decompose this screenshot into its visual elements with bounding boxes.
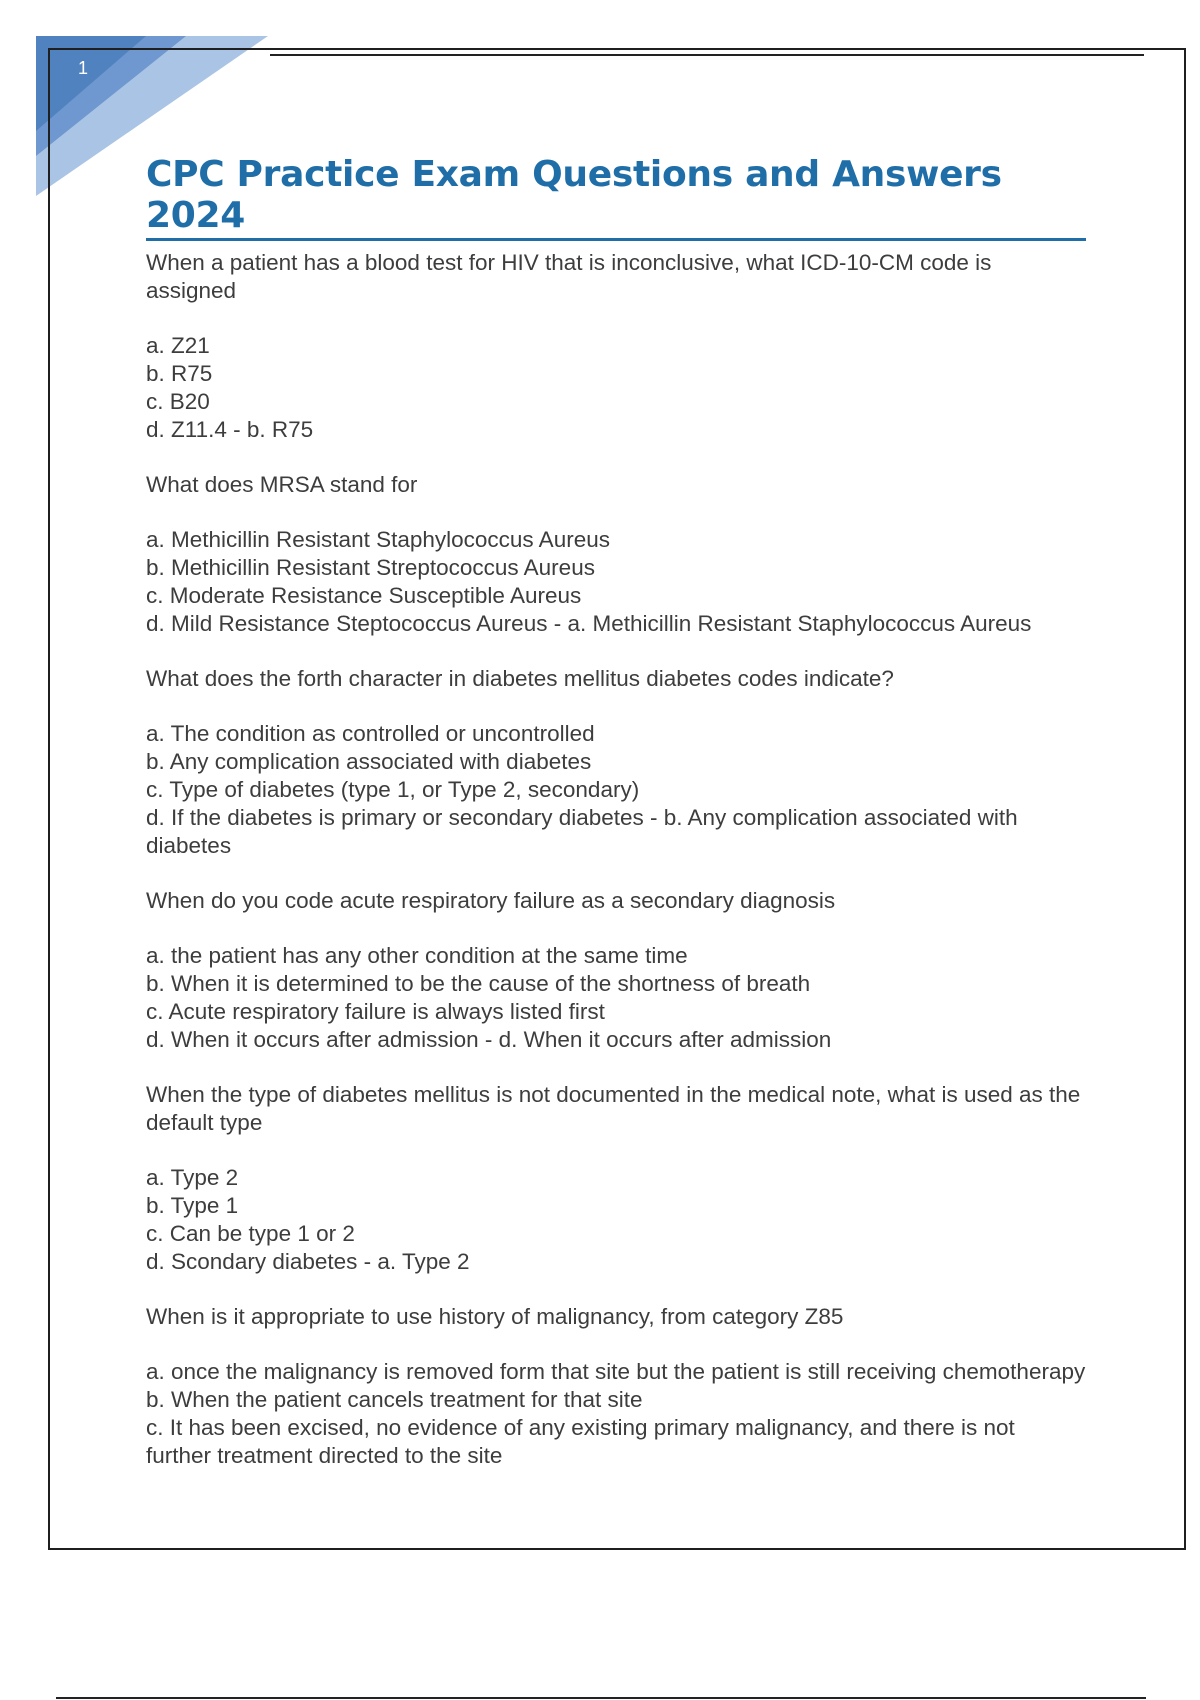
answer-option: a. Z21: [146, 333, 210, 358]
answer-option: d. Scondary diabetes - a. Type 2: [146, 1249, 470, 1274]
answer-option: b. When the patient cancels treatment for that site: [146, 1387, 643, 1412]
answer-option: d. Mild Resistance Steptococcus Aureus - a. Methicillin Resistant Staphylococcus Aureus: [146, 611, 1032, 636]
answer-option: c. Acute respiratory failure is always listed first: [146, 999, 605, 1024]
answer-option: a. Type 2: [146, 1165, 239, 1190]
answer-option: d. When it occurs after admission - d. When it occurs after admission: [146, 1027, 832, 1052]
answer-options: [146, 1164, 1086, 1276]
document-title: CPC Practice Exam Questions and Answers 2024: [146, 154, 1086, 241]
question-text: When a patient has a blood test for HIV that is inconclusive, what ICD-10-CM code is assigned: [146, 250, 992, 303]
question-text: What does the forth character in diabetes mellitus diabetes codes indicate?: [146, 666, 894, 691]
question-block: [146, 665, 1086, 860]
answer-options: [146, 942, 1086, 1054]
question-block: [146, 1303, 1086, 1470]
answer-options: [146, 720, 1086, 860]
question-text: When the type of diabetes mellitus is not documented in the medical note, what is used as the default type: [146, 1082, 1081, 1135]
answer-option: c. Type of diabetes (type 1, or Type 2, secondary): [146, 777, 640, 802]
answer-option: a. The condition as controlled or uncontrolled: [146, 721, 595, 746]
document-body: [146, 154, 1086, 1497]
answer-option: b. R75: [146, 361, 213, 386]
answer-option: c. Can be type 1 or 2: [146, 1221, 355, 1246]
answer-option: b. When it is determined to be the cause of the shortness of breath: [146, 971, 811, 996]
answer-option: a. once the malignancy is removed form that site but the patient is still receiving chemotherapy: [146, 1359, 1086, 1384]
answer-option: c. It has been excised, no evidence of any existing primary malignancy, and there is not further treatment directed to the site: [146, 1415, 1015, 1468]
answer-option: b. Any complication associated with diabetes: [146, 749, 592, 774]
answer-options: [146, 1358, 1086, 1470]
page-number: 1: [78, 58, 89, 78]
question-block: [146, 887, 1086, 1054]
answer-option: d. Z11.4 - b. R75: [146, 417, 314, 442]
answer-option: b. Type 1: [146, 1193, 239, 1218]
answer-option: c. Moderate Resistance Susceptible Aureus: [146, 583, 582, 608]
header-rule: [270, 54, 1144, 56]
answer-option: a. the patient has any other condition at the same time: [146, 943, 688, 968]
question-text: What does MRSA stand for: [146, 472, 418, 497]
answer-option: b. Methicillin Resistant Streptococcus Aureus: [146, 555, 595, 580]
answer-options: [146, 526, 1086, 638]
answer-option: d. If the diabetes is primary or secondary diabetes - b. Any complication associated with diabetes: [146, 805, 1018, 858]
question-list: [146, 249, 1086, 1470]
question-block: [146, 471, 1086, 638]
question-block: [146, 1081, 1086, 1276]
answer-options: [146, 332, 1086, 444]
question-text: When do you code acute respiratory failure as a secondary diagnosis: [146, 888, 836, 913]
question-text: When is it appropriate to use history of malignancy, from category Z85: [146, 1304, 844, 1329]
footer-rule: [56, 1697, 1146, 1699]
answer-option: c. B20: [146, 389, 210, 414]
question-block: [146, 249, 1086, 444]
answer-option: a. Methicillin Resistant Staphylococcus Aureus: [146, 527, 610, 552]
